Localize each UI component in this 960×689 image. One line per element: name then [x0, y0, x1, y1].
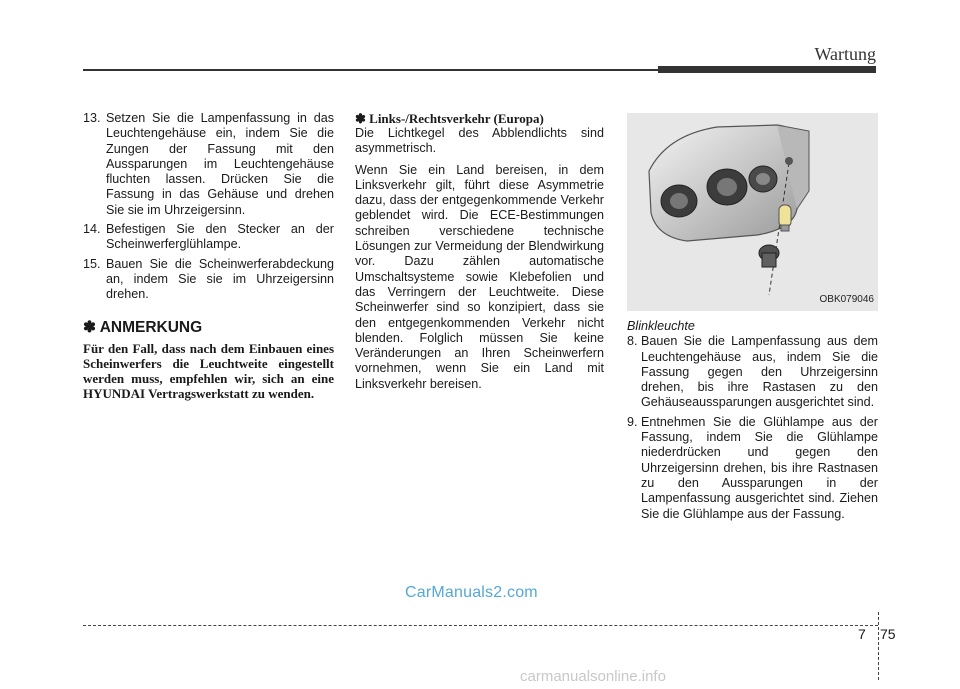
list-item-text: Setzen Sie die Lampenfassung in das Leuchtengehäuse ein, indem Sie die Zungen der Fassung mit den Aussparungen im Leuchtengehäuse fluchten lassen. Drücken Sie die Fassung in das Gehäuse und drehen Sie sie im Uhrzeigersinn. [106, 111, 334, 217]
list-item [83, 257, 334, 303]
footer-divider [878, 612, 879, 680]
headlamp-drawing-icon [627, 113, 878, 311]
list-item [83, 222, 334, 253]
middle-column [355, 111, 604, 398]
chapter-number: 7 [858, 626, 866, 642]
page-number: 75 [880, 626, 896, 642]
header-title: Wartung [814, 44, 876, 64]
list-item-number: 9. [627, 414, 638, 429]
section-heading: Blinkleuchte [627, 319, 695, 333]
footer-rule [83, 625, 878, 626]
paragraph: Wenn Sie ein Land bereisen, in dem Linksverkehr gilt, führt diese Asymmetrie dazu, dass der entgegenkommende Verkehr geblendet wird. Die ECE-Bestimmungen schreiben verschiedene technische Lösungen zur Vermeidung der Blendwirkung vor. Dazu zählen automatische Umschaltsysteme sowie Klebefolien und das Verringern der Leuchtweite. Diese Scheinwerfer sind so konzipiert, dass sie den entgegenkommenden Verkehr nicht blenden. Folglich müssen Sie keine Veränderungen an Ihren Scheinwerfern vornehmen, wenn Sie ein Land mit Linksverkehr bereisen. [355, 162, 604, 391]
header-rule-accent [658, 66, 876, 73]
headlamp-illustration [627, 113, 878, 311]
list-item-number: 15. [83, 256, 101, 271]
watermark-text: carmanualsonline.info [520, 668, 666, 685]
list-item-text: Befestigen Sie den Stecker an der Scheinwerferglühlampe. [106, 222, 334, 252]
list-item [627, 415, 878, 522]
figure-code: OBK079046 [819, 293, 874, 305]
paragraph: Die Lichtkegel des Abblendlichts sind asymmetrisch. [355, 126, 604, 156]
list-item [627, 334, 878, 410]
watermark-link[interactable]: CarManuals2.com [405, 584, 538, 601]
left-column [83, 111, 334, 402]
section-heading: ✽ Links-/Rechtsverkehr (Europa) [355, 111, 544, 126]
list-item-text: Bauen Sie die Lampenfassung aus dem Leuchtengehäuse aus, indem Sie die Fassung gegen den Uhrzeigersinn drehen, bis ihre Rastasen zu den Gehäuseaussparungen ausgerichtet sind. [641, 334, 878, 410]
note-body: Für den Fall, dass nach dem Einbauen eines Scheinwerfers die Leuchtweite eingestellt werden muss, empfehlen wir, sich an eine HYUNDAI Vertragswerkstatt zu wenden. [83, 340, 334, 402]
note-heading: ✽ ANMERKUNG [83, 318, 203, 336]
list-item [83, 111, 334, 218]
list-item-number: 13. [83, 111, 101, 125]
header-rule [83, 69, 661, 71]
right-column [627, 111, 878, 526]
list-item-number: 14. [83, 222, 101, 237]
list-item-text: Bauen Sie die Scheinwerferabdeckung an, indem Sie sie im Uhrzeigersinn drehen. [106, 256, 334, 302]
list-item-number: 8. [627, 334, 638, 349]
list-item-text: Entnehmen Sie die Glühlampe aus der Fassung, indem Sie die Glühlampe niederdrücken und gegen den Uhrzeigersinn drehen, bis ihre Rastnasen zu den Aussparungen in der Lampenfassung ausgerichtet sind. Ziehen Sie die Glühlampe aus der Fassung. [641, 414, 878, 521]
